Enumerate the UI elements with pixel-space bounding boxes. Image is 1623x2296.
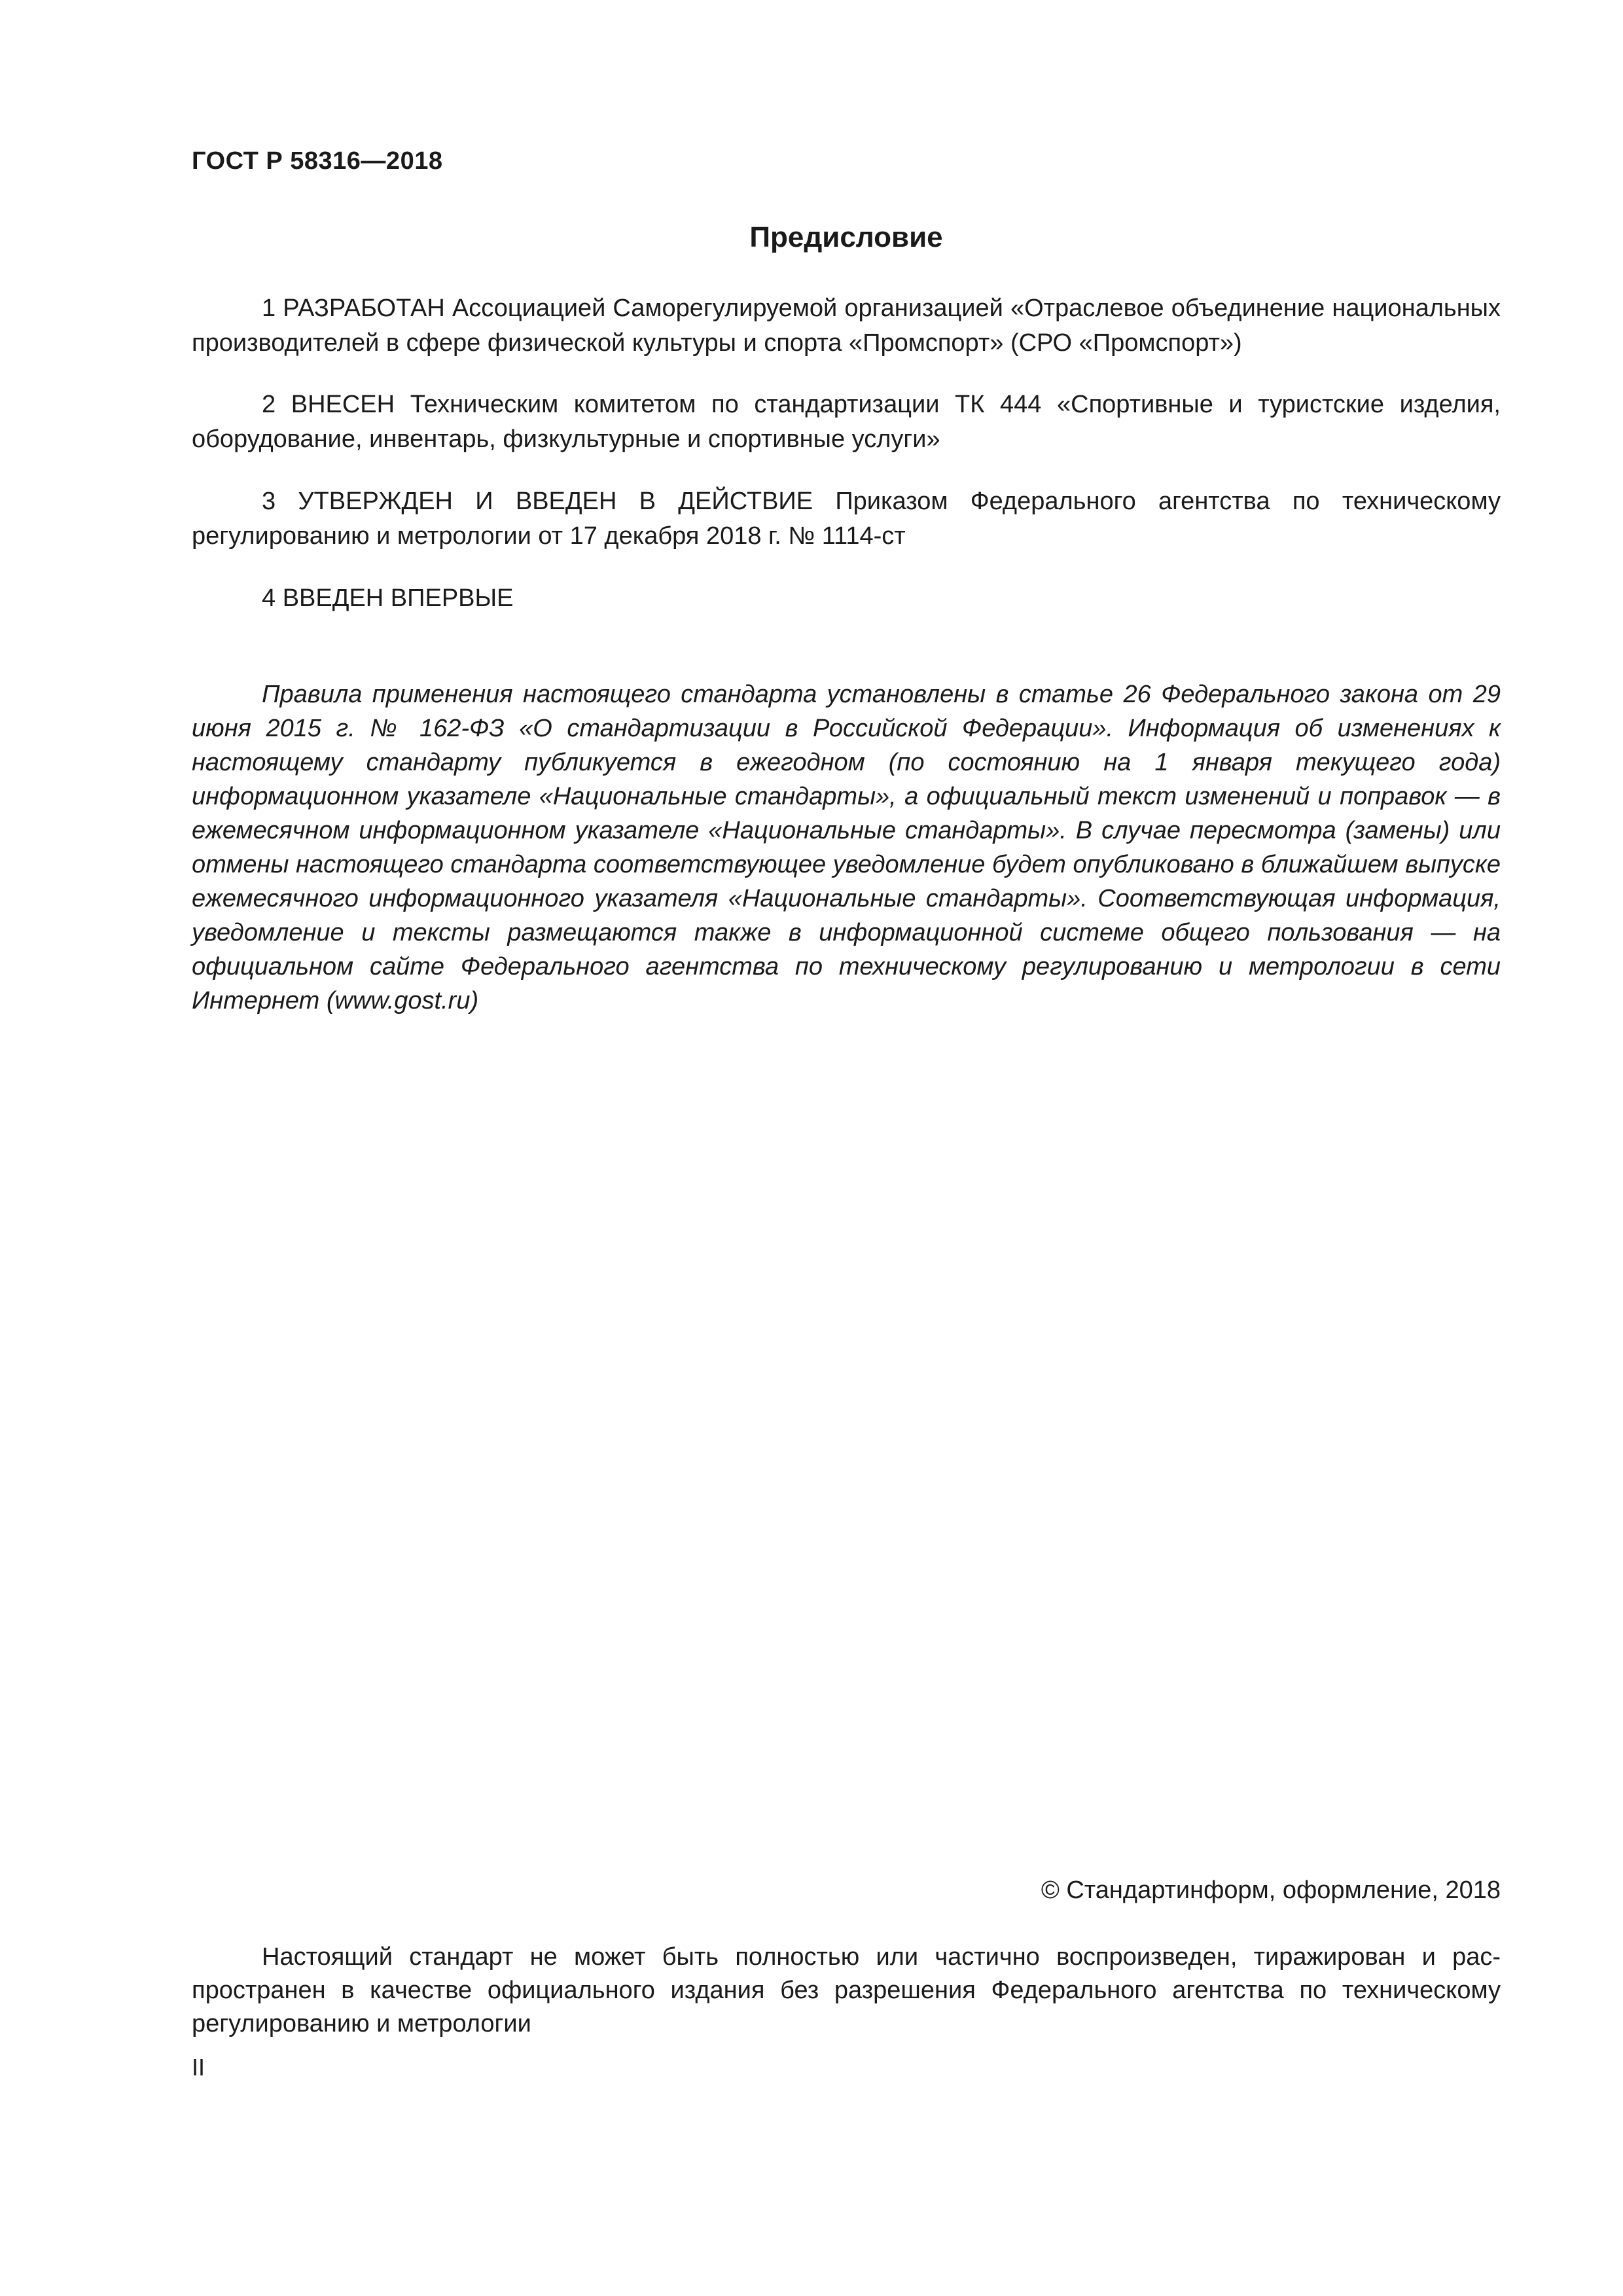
foreword-item-approved: 3 УТВЕРЖДЕН И ВВЕДЕН В ДЕЙСТВИЕ Приказом Федерального агентства по техническому регулированию и метрологии от 17 декабря 2018 г. № 1114-ст bbox=[192, 488, 1501, 550]
foreword-item-introduced: 2 ВНЕСЕН Техническим комитетом по стандартизации ТК 444 «Спортивные и туристские изделия, оборудование, инвентарь, физкультурные и спортивные услуги» bbox=[192, 391, 1501, 453]
reproduction-notice: Настоящий стандарт не может быть полностью или частично воспроизведен, тиражирован и распространен в качестве официального издания без разрешения Федерального агентства по техническому регулированию и метрологии bbox=[192, 1943, 1501, 2037]
foreword-item-developed: 1 РАЗРАБОТАН Ассоциацией Саморегулируемой организацией «Отраслевое объединение национальных производителей в сфере физической культуры и спорта «Промспорт» (СРО «Промспорт») bbox=[192, 295, 1501, 357]
application-rules-paragraph: Правила применения настоящего стандарта установлены в статье 26 Федерального закона от 29 июня 2015 г. № 162-ФЗ «О стандартизации в Российской Федерации». Информация об изменениях к настоящему стандарту публикуется в ежегодном (по состоянию на 1 января текущего года) информационном указателе «Национальные стандарты», а официальный текст изменений и поправок — в ежемесячном информационном указателе «Национальные стандарты». В случае пересмотра (замены) или отмены настоящего стандарта соответствующее уведомление будет опубликовано в ближайшем выпуске ежемесячного информационного указателя «Национальные стандарты». Соответствующая информация, уведомление и тексты размещаются также в информационной системе общего пользования — на официальном сайте Федерального агентства по техническому регулированию и метрологии в сети Интернет (www.gost.ru) bbox=[192, 681, 1501, 1014]
standard-code: ГОСТ Р 58316—2018 bbox=[192, 147, 443, 175]
copyright-line: © Стандартинформ, оформление, 2018 bbox=[1041, 1876, 1501, 1904]
foreword-title: Предисловие bbox=[749, 221, 943, 253]
foreword-item-first-introduced: 4 ВВЕДЕН ВПЕРВЫЕ bbox=[262, 584, 514, 612]
page-number: II bbox=[192, 2054, 205, 2081]
